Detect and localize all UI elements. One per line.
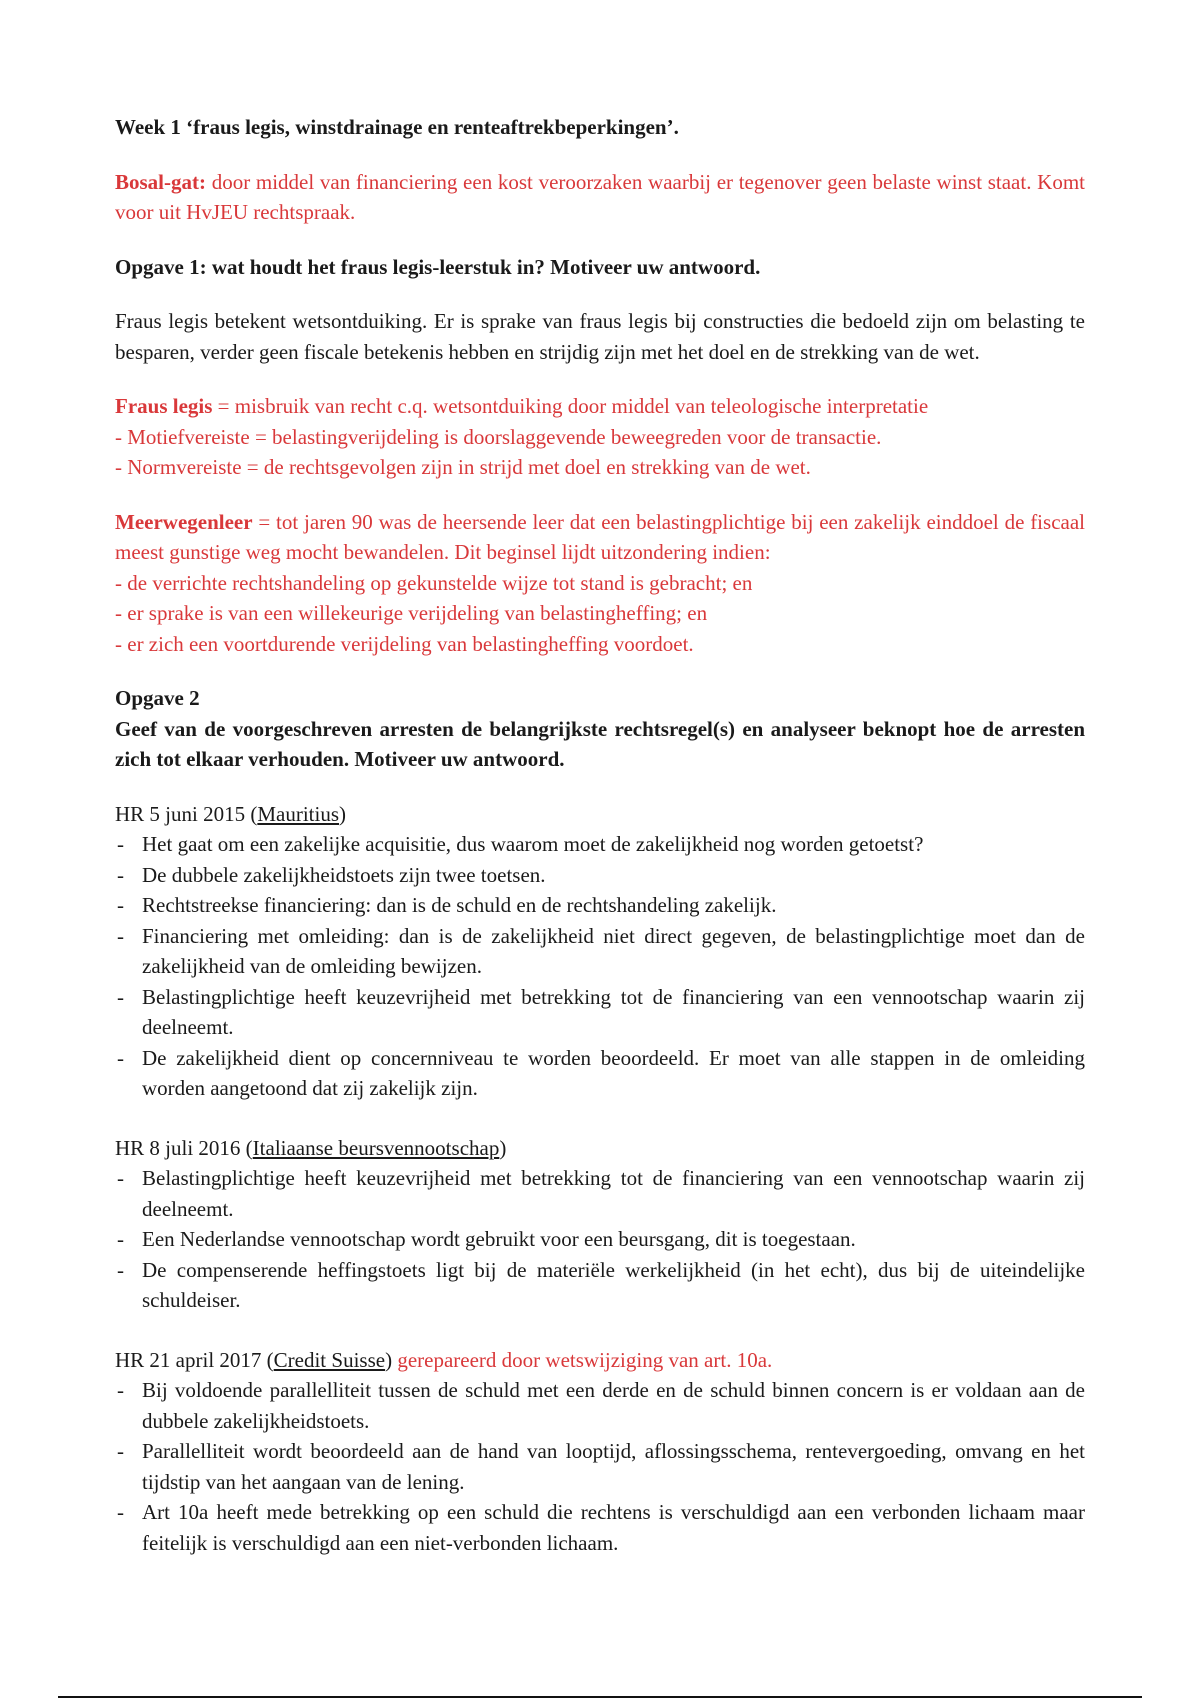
meerwegenleer-line: - er zich een voortdurende verijdeling van belastingheffing voordoet. xyxy=(115,631,694,656)
list-item: - Financiering met omleiding: dan is de zakelijkheid niet direct gegeven, de belastingplichtige moet dan de zakelijkheid van de omleiding bewijzen. xyxy=(115,921,1085,982)
list-item: - Het gaat om een zakelijke acquisitie, dus waarom moet de zakelijkheid nog worden getoetst? xyxy=(115,829,1085,860)
list-item: - De compenserende heffingstoets ligt bij de materiële werkelijkheid (in het echt), dus bij de uiteindelijke schuldeiser. xyxy=(115,1255,1085,1316)
fraus-legis-def: = misbruik van recht c.q. wetsontduiking door middel van teleologische interpretatie xyxy=(212,394,929,418)
case-prefix: HR 21 april 2017 ( xyxy=(115,1347,274,1372)
meerwegenleer-def: = tot jaren 90 was de heersende leer dat een belastingplichtige bij een zakelijk einddoel de fiscaal meest gunstige weg mocht bewandelen. Dit beginsel lijdt uitzondering indien: xyxy=(115,509,1085,564)
meerwegenleer-term: Meerwegenleer xyxy=(115,509,253,534)
meerwegenleer-line: - er sprake is van een willekeurige verijdeling van belastingheffing; en xyxy=(115,601,708,625)
fraus-legis-definition xyxy=(115,391,1085,422)
case-credit-suisse xyxy=(115,1345,1085,1559)
case-mauritius xyxy=(115,799,1085,1104)
case-suffix: ) xyxy=(385,1347,393,1372)
footer-divider xyxy=(58,1696,1142,1698)
case-suffix: ) xyxy=(339,801,347,826)
case-items xyxy=(115,829,1085,1104)
list-item: - Rechtstreekse financiering: dan is de schuld en de rechtshandeling zakelijk. xyxy=(115,890,1085,921)
bosal-term: Bosal-gat: xyxy=(115,169,206,194)
case-note: gerepareerd door wetswijziging van art. 10a. xyxy=(392,1347,773,1372)
meerwegenleer-intro xyxy=(115,510,1085,565)
case-name: Mauritius xyxy=(257,801,340,826)
document-page xyxy=(115,112,1085,1587)
case-heading xyxy=(115,799,1085,830)
list-item: - Belastingplichtige heeft keuzevrijheid met betrekking tot de financiering van een vennootschap waarin zij deelneemt. xyxy=(115,982,1085,1043)
case-heading xyxy=(115,1133,1085,1164)
opgave2-heading: Opgave 2 xyxy=(115,686,200,710)
list-item: - De zakelijkheid dient op concernniveau te worden beoordeeld. Er moet van alle stappen in de omleiding worden aangetoond dat zij zakelijk zijn. xyxy=(115,1043,1085,1104)
case-prefix: HR 5 juni 2015 ( xyxy=(115,801,258,826)
opgave2-block xyxy=(115,683,1085,775)
opgave2-question: Geef van de voorgeschreven arresten de belangrijkste rechtsregel(s) en analyseer beknopt hoe de arresten zich tot elkaar verhouden. Motiveer uw antwoord. xyxy=(115,716,1085,771)
fraus-legis-paragraph xyxy=(115,391,1085,483)
list-item: - Parallelliteit wordt beoordeeld aan de hand van looptijd, aflossingsschema, rentevergoeding, omvang en het tijdstip van het aangaan van de lening. xyxy=(115,1436,1085,1497)
bosal-paragraph xyxy=(115,167,1085,228)
meerwegenleer-paragraph xyxy=(115,507,1085,660)
case-items xyxy=(115,1375,1085,1558)
opgave1-answer: Fraus legis betekent wetsontduiking. Er is sprake van fraus legis bij constructies die bedoeld zijn om belasting te besparen, verder geen fiscale betekenis hebben en strijdig zijn met het doel en de strekking van de wet. xyxy=(115,309,1085,364)
list-item: - Bij voldoende parallelliteit tussen de schuld met een derde en de schuld binnen concern is er voldaan aan de dubbele zakelijkheidstoets. xyxy=(115,1375,1085,1436)
opgave1-question: Opgave 1: wat houdt het fraus legis-leerstuk in? Motiveer uw antwoord. xyxy=(115,254,761,279)
list-item: - Art 10a heeft mede betrekking op een schuld die rechtens is verschuldigd aan een verbonden lichaam maar feitelijk is verschuldigd aan een niet-verbonden lichaam. xyxy=(115,1497,1085,1558)
case-prefix: HR 8 juli 2016 ( xyxy=(115,1135,253,1160)
bosal-text: door middel van financiering een kost veroorzaken waarbij er tegenover geen belaste winst staat. Komt voor uit HvJEU rechtspraak. xyxy=(115,169,1085,224)
list-item: - Een Nederlandse vennootschap wordt gebruikt voor een beursgang, dit is toegestaan. xyxy=(115,1224,1085,1255)
case-items xyxy=(115,1163,1085,1316)
fraus-legis-line: - Normvereiste = de rechtsgevolgen zijn in strijd met doel en strekking van de wet. xyxy=(115,455,811,479)
document-title: Week 1 ‘fraus legis, winstdrainage en renteaftrekbeperkingen’. xyxy=(115,115,679,139)
case-name: Italiaanse beursvennootschap xyxy=(252,1135,500,1160)
case-italiaanse-beursvennootschap xyxy=(115,1133,1085,1316)
list-item: - Belastingplichtige heeft keuzevrijheid met betrekking tot de financiering van een vennootschap waarin zij deelneemt. xyxy=(115,1163,1085,1224)
meerwegenleer-line: - de verrichte rechtshandeling op gekunstelde wijze tot stand is gebracht; en xyxy=(115,570,753,595)
list-item: - De dubbele zakelijkheidstoets zijn twee toetsen. xyxy=(115,860,1085,891)
case-name: Credit Suisse xyxy=(273,1347,386,1372)
fraus-legis-term: Fraus legis xyxy=(115,394,213,418)
case-suffix: ) xyxy=(499,1135,507,1160)
fraus-legis-line: - Motiefvereiste = belastingverijdeling is doorslaggevende beweegreden voor de transactie. xyxy=(115,424,882,449)
case-heading xyxy=(115,1345,1085,1376)
